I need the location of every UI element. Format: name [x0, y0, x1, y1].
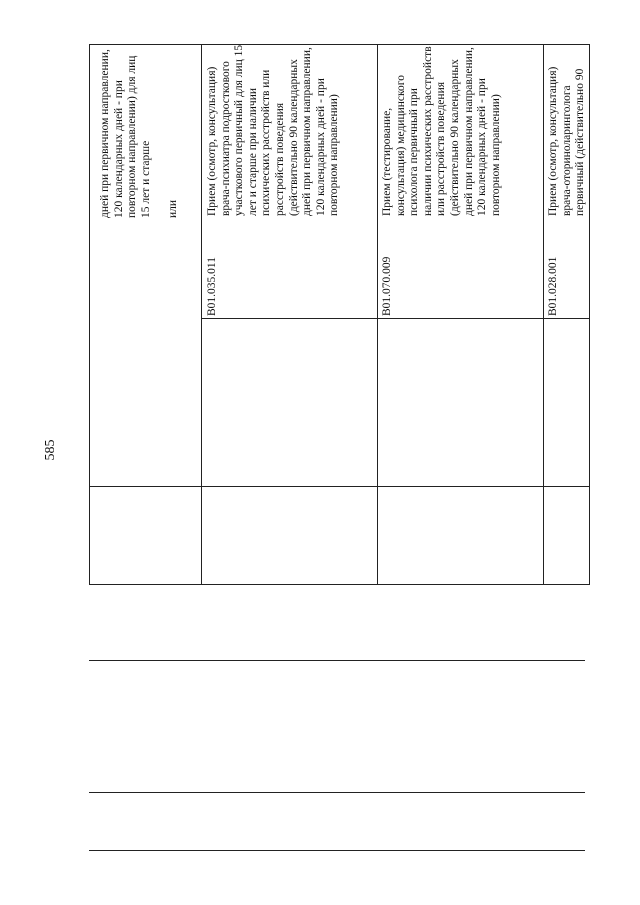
table-col-divider-2	[89, 486, 589, 487]
row-3-service-text: Прием (тестирование, консультация) медицинского психолога первичный при наличии психических расстройств или расстройств поведения (действительно 90 календарных дней при первичном направлении, 120 календарных дней - при повторном направлении)	[381, 46, 502, 216]
table-border-right	[589, 44, 590, 585]
table-divider-row2	[377, 44, 378, 585]
row-4-code: B01.028.001	[547, 256, 559, 316]
lower-rule-1	[89, 660, 585, 661]
table-col-divider-1	[201, 318, 589, 319]
table-border-left	[89, 44, 90, 585]
row-3-code: B01.070.009	[381, 256, 393, 316]
row-2-code: B01.035.011	[206, 257, 218, 316]
table-divider-row1	[201, 44, 202, 585]
row-2-service-text: Прием (осмотр, консультация) врача-психиатра подросткового участкового первичный для лиц 15 лет и старше при наличии психических расстройств или расстройств поведения (действительно 90 календарных дней при первичном направлении, 120 календарных дней - при повторном направлении)	[206, 44, 341, 216]
row-4-service-text: Прием (осмотр, консультация) врача-оториноларинголога первичный (действительно 90	[547, 66, 587, 216]
page-number: 585	[43, 439, 58, 461]
lower-rule-3	[89, 850, 585, 851]
lower-rule-2	[89, 792, 585, 793]
table-divider-row3	[543, 44, 544, 585]
row-1-service-text: дней при первичном направлении, 120 календарных дней - при повторном направлении) для лиц 15 лет и старше или	[99, 49, 179, 218]
table-border-bottom	[89, 584, 589, 585]
